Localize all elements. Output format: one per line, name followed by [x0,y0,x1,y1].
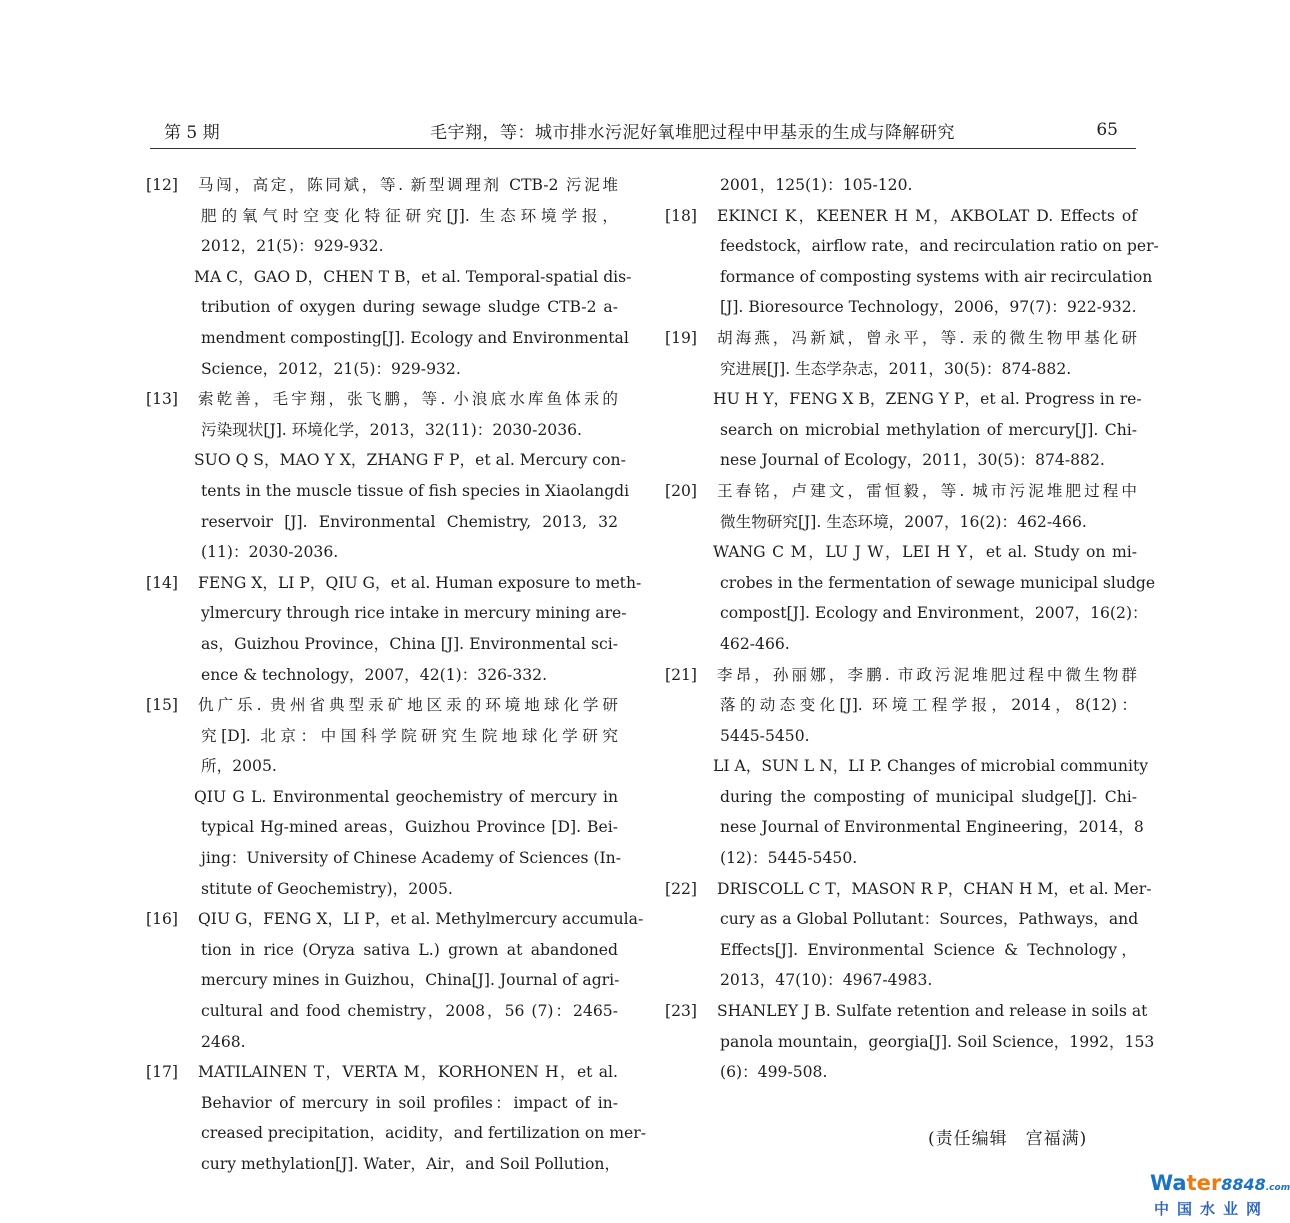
reference-continuation-line: ence & technology，2007，42(1)：326-332. [201,665,548,684]
reference-first-line [146,384,618,415]
reference-number: [13] [146,390,179,409]
reference-number: [21] [665,665,698,684]
reference-text: 王春铭，卢建文，雷恒毅，等. 城市污泥堆肥过程中 [717,481,1137,500]
reference-continuation-line: search on microbial methylation of mercury[J]. Chi- [720,420,1137,439]
reference-continuation-line: crobes in the fermentation of sewage municipal sludge [720,573,1156,592]
reference-first-line [665,996,1148,1027]
header-rule [150,148,1136,149]
reference-continuation-line: 2468. [201,1032,246,1051]
reference-continuation-line: ylmercury through rice intake in mercury mining are- [201,604,627,623]
reference-number: [15] [146,696,179,715]
reference-continuation-line: during the composting of municipal sludge[J]. Chi- [720,787,1137,806]
reference-number: [18] [665,206,698,225]
reference-number: [14] [146,573,179,592]
references-left-column [146,170,646,1180]
reference-first-line [146,170,618,201]
reference-continuation-line: mendment composting[J]. Ecology and Environmental [201,328,629,347]
reference-continuation-line: tribution of oxygen during sewage sludge CTB-2 a- [201,298,618,317]
reference-continuation-line: 肥的氧气时空变化特征研究[J]. 生态环境学报， [201,206,618,225]
reference-number: [23] [665,1002,698,1021]
reference-continuation-line: 究进展[J]. 生态学杂志，2011，30(5)：874-882. [720,359,1072,378]
running-title: 毛宇翔，等：城市排水污泥好氧堆肥过程中甲基汞的生成与降解研究 [430,123,955,143]
reference-continuation-line: cultural and food chemistry，2008，56 (7)：2465- [201,1002,618,1021]
reference-translation-line: LI A，SUN L N，LI P. Changes of microbial community [713,757,1149,776]
reference-first-line [665,201,1137,232]
reference-continuation-line: Behavior of mercury in soil profiles：impact of in- [201,1093,618,1112]
reference-translation-line: HU H Y，FENG X B，ZENG Y P，et al. Progress in re- [713,390,1142,409]
reference-text: 李昂，孙丽娜，李鹏. 市政污泥堆肥过程中微生物群 [717,665,1137,684]
reference-first-line [146,1057,618,1088]
reference-text: 胡海燕，冯新斌，曾永平，等. 汞的微生物甲基化研 [717,328,1137,347]
reference-text: 仇广乐. 贵州省典型汞矿地区汞的环境地球化学研 [198,696,618,715]
reference-continuation-line: reservoir [J]. Environmental Chemistry, 2013, 32 [201,512,618,531]
reference-number: [17] [146,1063,179,1082]
reference-continuation-line: nese Journal of Ecology，2011，30(5)：874-882. [720,451,1105,470]
reference-continuation-line: feedstock，airflow rate，and recirculation ratio on per- [720,237,1159,256]
reference-first-line [665,323,1137,354]
reference-continuation-line: creased precipitation，acidity，and fertilization on mer- [201,1124,646,1143]
reference-continuation-line: Effects[J]. Environmental Science & Technology， [720,940,1137,959]
reference-continuation-line: tents in the muscle tissue of fish species in Xiaolangdi [201,481,630,500]
watermark-brand-part3: 8848 [1221,1175,1266,1194]
reference-first-line [146,568,642,599]
watermark-subtitle: 中国水业网 [1154,1200,1270,1218]
watermark-logo [1150,1171,1290,1218]
reference-first-line [146,904,644,935]
reference-continuation-line: 2012，21(5)：929-932. [201,237,384,256]
reference-text: 马闯，高定，陈同斌，等. 新型调理剂 CTB-2 污泥堆 [198,176,618,194]
reference-continuation-line: 所，2005. [201,757,277,776]
reference-translation-line: QIU G L. Environmental geochemistry of mercury in [194,787,618,806]
reference-continuation-line: stitute of Geochemistry)，2005. [201,879,453,898]
reference-continuation-line: (6)：499-508. [720,1063,828,1082]
reference-number: [20] [665,481,698,500]
reference-text: SHANLEY J B. Sulfate retention and release in soils at [717,1002,1148,1021]
reference-text: MATILAINEN T，VERTA M，KORHONEN H，et al. [198,1063,618,1082]
reference-text: 索乾善，毛宇翔，张飞鹏，等. 小浪底水库鱼体汞的 [198,390,618,409]
reference-first-line [665,874,1152,905]
running-header [150,116,1136,146]
reference-continuation-line: tion in rice (Oryza sativa L.) grown at abandoned [201,940,618,959]
reference-continuation-line: (12)：5445-5450. [720,849,858,868]
reference-continuation-line: 究[D]. 北京：中国科学院研究生院地球化学研究 [201,726,618,745]
reference-first-line [146,690,618,721]
reference-number: [16] [146,910,179,929]
reference-continuation-line: 污染现状[J]. 环境化学，2013，32(11)：2030-2036. [201,420,582,439]
reference-translation-line: SUO Q S，MAO Y X，ZHANG F P，et al. Mercury con- [194,451,626,470]
issue-label: 第 5 期 [164,123,220,143]
reference-text: QIU G，FENG X，LI P，et al. Methylmercury accumula- [198,910,644,929]
reference-number: [19] [665,328,698,347]
reference-text: EKINCI K，KEENER H M，AKBOLAT D. Effects of [717,206,1137,225]
watermark-brand-part1: Wa [1150,1171,1187,1195]
reference-continuation-line: mercury mines in Guizhou，China[J]. Journal of agri- [201,971,620,990]
reference-continuation-line: 微生物研究[J]. 生态环境，2007，16(2)：462-466. [720,512,1087,531]
reference-number: [22] [665,879,698,898]
reference-translation-line: MA C，GAO D，CHEN T B，et al. Temporal-spatial dis- [194,267,632,286]
page-number: 65 [1096,120,1118,140]
reference-text: FENG X，LI P，QIU G，et al. Human exposure to meth- [198,573,642,592]
reference-continuation-line: 2013，47(10)：4967-4983. [720,971,933,990]
reference-continuation-line: (11)：2030-2036. [201,543,339,562]
reference-continuation-line: cury methylation[J]. Water，Air，and Soil Pollution， [201,1155,621,1173]
editor-note: (责任编辑 宫福满) [928,1129,1088,1149]
reference-continuation-line: as，Guizhou Province，China [J]. Environmental sci- [201,634,618,653]
reference-continuation-line: panola mountain，georgia[J]. Soil Science，1992，153 [720,1032,1155,1051]
reference-continuation-line: 5445-5450. [720,726,810,745]
reference-continuation-line: cury as a Global Pollutant：Sources，Pathways，and [720,910,1139,929]
reference-continuation-line: Science，2012，21(5)：929-932. [201,359,461,378]
reference-continuation-line: 落的动态变化[J]. 环境工程学报，2014，8(12)： [720,696,1137,715]
reference-first-line [665,476,1137,507]
reference-number: [12] [146,176,179,194]
reference-continuation-line: typical Hg-mined areas，Guizhou Province [D]. Bei- [201,818,618,837]
reference-continuation-line: jing：University of Chinese Academy of Sciences (In- [201,849,621,868]
reference-first-line [665,660,1137,691]
reference-continuation-line: formance of composting systems with air recirculation [720,267,1153,286]
watermark-brand-suffix: .com [1265,1183,1290,1193]
watermark-brand-part2: ter [1186,1171,1222,1195]
reference-continuation-line: compost[J]. Ecology and Environment，2007，16(2)： [720,604,1148,623]
reference-text: DRISCOLL C T，MASON R P，CHAN H M，et al. Mer- [717,879,1152,898]
references-right-column [665,170,1159,1088]
reference-continuation-line: 462-466. [720,634,790,653]
reference-continuation-line: nese Journal of Environmental Engineering，2014，8 [720,818,1144,837]
reference-continuation-line: [J]. Bioresource Technology，2006，97(7)：922-932. [720,298,1137,317]
reference-continuation-line: 2001，125(1)：105-120. [720,176,913,194]
reference-translation-line: WANG C M，LU J W，LEI H Y，et al. Study on mi- [713,543,1137,562]
